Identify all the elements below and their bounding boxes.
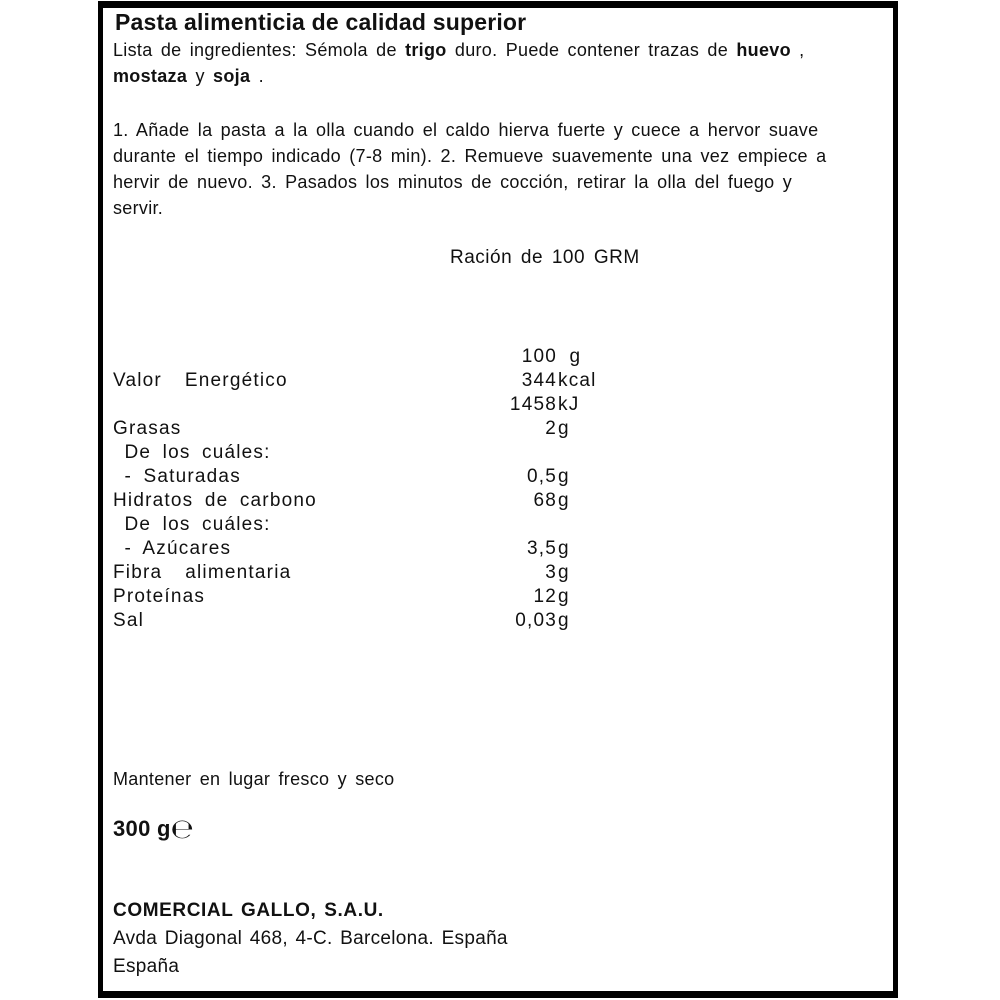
ingredients-text: . bbox=[250, 66, 264, 86]
nutrition-value: 344 bbox=[521, 370, 557, 391]
nutrition-unit: g bbox=[558, 586, 570, 607]
nutrition-row-salt bbox=[113, 610, 883, 634]
nutrition-unit: g bbox=[558, 610, 570, 631]
nutrition-row-energy-kcal bbox=[113, 370, 883, 394]
instructions-line: durante el tiempo indicado (7-8 min). 2. Remueve suavemente una vez empiece a bbox=[113, 146, 827, 166]
ingredients-list bbox=[113, 37, 889, 89]
nutrition-value: 2 bbox=[545, 418, 557, 439]
manufacturer-block bbox=[113, 897, 508, 981]
estimated-sign: ℮ bbox=[170, 814, 195, 845]
nutrition-label: Valor Energético bbox=[113, 370, 288, 391]
nutrition-value: 0,03 bbox=[515, 610, 557, 631]
nutrition-label: De los cuáles: bbox=[113, 442, 271, 463]
nutrition-row-column-header bbox=[113, 346, 883, 370]
nutrition-value: 3 bbox=[545, 562, 557, 583]
nutrition-row-energy-kj bbox=[113, 394, 883, 418]
nutrition-label: Hidratos de carbono bbox=[113, 490, 317, 511]
nutrition-label: - Saturadas bbox=[113, 466, 241, 487]
nutrition-value: 100 bbox=[521, 346, 557, 367]
nutrition-label: Proteínas bbox=[113, 586, 206, 607]
nutrition-row-fibre bbox=[113, 562, 883, 586]
manufacturer-name: COMERCIAL GALLO, S.A.U. bbox=[113, 900, 384, 921]
allergen-soja: soja bbox=[213, 66, 251, 86]
nutrition-label: Sal bbox=[113, 610, 145, 631]
nutrition-row-carbohydrate bbox=[113, 490, 883, 514]
nutrition-row-saturates bbox=[113, 466, 883, 490]
net-weight-value: 300 g bbox=[113, 816, 171, 841]
nutrition-row-of-which-carb bbox=[113, 514, 883, 538]
ingredients-text: , bbox=[790, 40, 805, 60]
nutrition-unit: g bbox=[558, 346, 582, 367]
instructions-line: 1. Añade la pasta a la olla cuando el caldo hierva fuerte y cuece a hervor suave bbox=[113, 120, 819, 140]
nutrition-label: Grasas bbox=[113, 418, 182, 439]
nutrition-table bbox=[113, 346, 883, 634]
nutrition-row-of-which-fat bbox=[113, 442, 883, 466]
allergen-mostaza: mostaza bbox=[113, 66, 188, 86]
ingredients-text: duro. Puede contener trazas de bbox=[446, 40, 737, 60]
nutrition-value: 12 bbox=[533, 586, 557, 607]
nutrition-value: 0,5 bbox=[526, 466, 557, 487]
allergen-huevo: huevo bbox=[736, 40, 791, 60]
nutrition-value: 68 bbox=[533, 490, 557, 511]
nutrition-label: - Azúcares bbox=[113, 538, 232, 559]
nutrition-row-fat bbox=[113, 418, 883, 442]
nutrition-unit: g bbox=[558, 466, 570, 487]
ingredients-line-2 bbox=[113, 63, 889, 89]
nutrition-row-protein bbox=[113, 586, 883, 610]
nutrition-value: 1458 bbox=[509, 394, 557, 415]
nutrition-unit: g bbox=[558, 490, 570, 511]
serving-size-header: Ración de 100 GRM bbox=[450, 247, 640, 268]
nutrition-value: 3,5 bbox=[526, 538, 557, 559]
ingredients-line-1 bbox=[113, 37, 889, 63]
nutrition-unit: kcal bbox=[558, 370, 597, 391]
ingredients-text: y bbox=[187, 66, 214, 86]
manufacturer-address: Avda Diagonal 468, 4-C. Barcelona. España bbox=[113, 928, 508, 949]
net-weight bbox=[113, 814, 194, 845]
product-label-box bbox=[98, 1, 898, 998]
nutrition-row-sugars bbox=[113, 538, 883, 562]
instructions-line: servir. bbox=[113, 198, 164, 218]
nutrition-unit: g bbox=[558, 418, 570, 439]
nutrition-unit: g bbox=[558, 562, 570, 583]
product-title: Pasta alimenticia de calidad superior bbox=[115, 9, 527, 35]
nutrition-label: Fibra alimentaria bbox=[113, 562, 292, 583]
label-content bbox=[103, 8, 893, 991]
nutrition-unit: g bbox=[558, 538, 570, 559]
storage-instructions: Mantener en lugar fresco y seco bbox=[113, 769, 395, 789]
nutrition-unit: kJ bbox=[558, 394, 580, 415]
cooking-instructions bbox=[113, 117, 889, 221]
ingredients-text: Lista de ingredientes: Sémola de bbox=[113, 40, 406, 60]
instructions-line: hervir de nuevo. 3. Pasados los minutos de cocción, retirar la olla del fuego y bbox=[113, 172, 793, 192]
allergen-trigo: trigo bbox=[405, 40, 447, 60]
nutrition-label: De los cuáles: bbox=[113, 514, 271, 535]
manufacturer-country: España bbox=[113, 956, 180, 977]
